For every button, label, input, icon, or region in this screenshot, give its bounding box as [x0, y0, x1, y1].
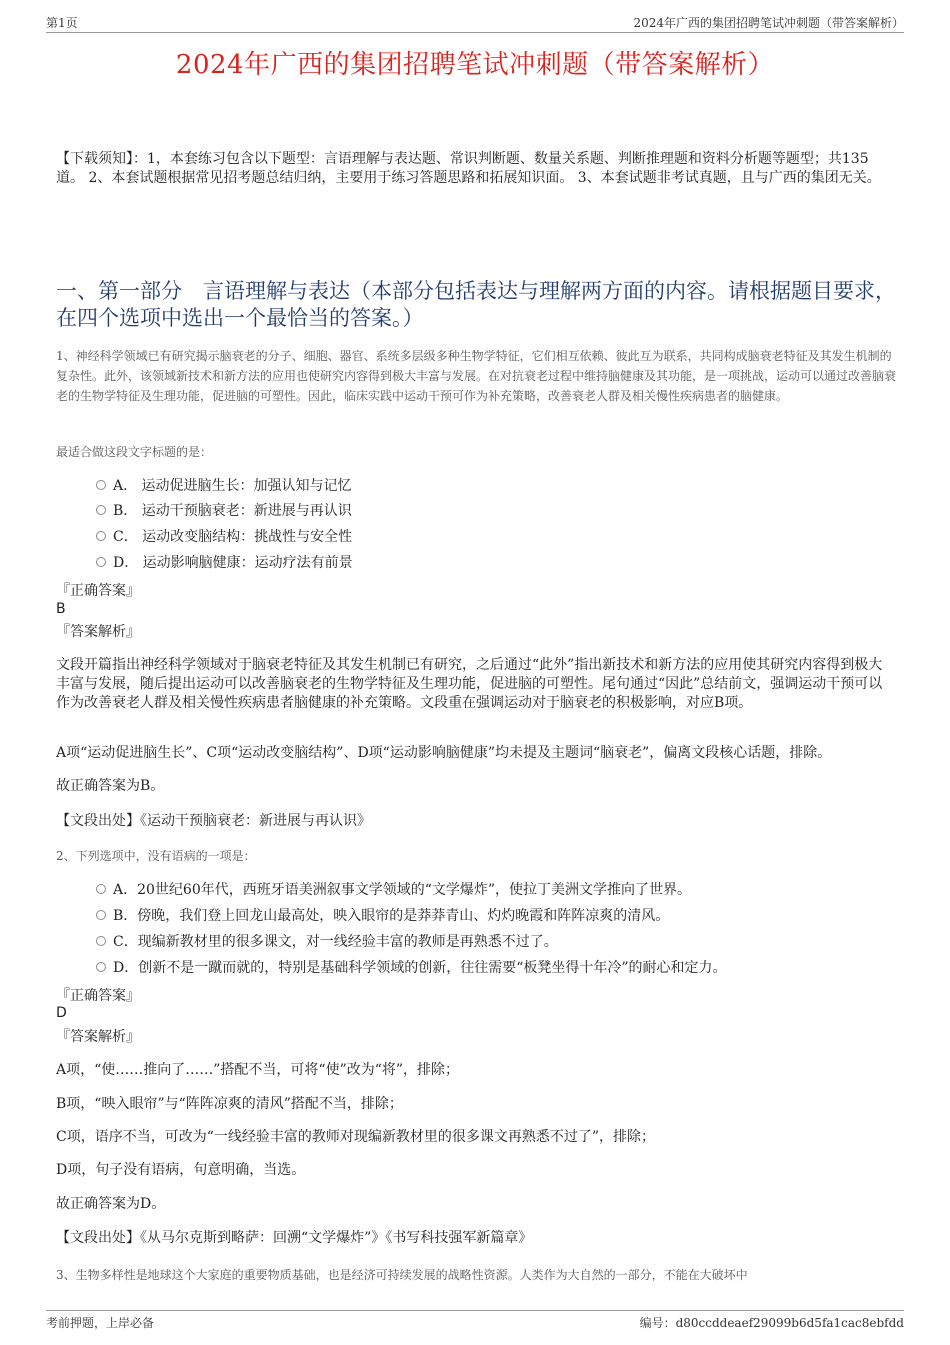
- q1-option-a[interactable]: A． 运动促进脑生长：加强认知与记忆: [96, 475, 352, 497]
- footer-divider: [46, 1310, 904, 1311]
- q2-answer: D: [56, 1005, 67, 1021]
- q2-correct-label: 『正确答案』: [56, 988, 140, 1004]
- page-number: 第1页: [46, 16, 78, 30]
- q2-analysis-b: B项，“映入眼帘”与“阵阵凉爽的清风”搭配不当，排除；: [56, 1096, 403, 1112]
- q2-analysis-c: C项，语序不当，可改为“一线经验丰富的教师对现编新教材里的很多课文再熟悉不过了”，排除；: [56, 1129, 656, 1145]
- q1-analysis-2: A项“运动促进脑生长”、C项“运动改变脑结构”、D项“运动影响脑健康”均未提及主题词“脑衰老”，偏离文段核心话题，排除。: [56, 745, 832, 761]
- q1-option-d[interactable]: D． 运动影响脑健康：运动疗法有前景: [96, 552, 353, 574]
- q1-analysis-label: 『答案解析』: [56, 624, 140, 640]
- page-title: 2024年广西的集团招聘笔试冲刺题（带答案解析）: [175, 50, 775, 80]
- q2-source: 【文段出处】《从马尔克斯到略萨：回溯“文学爆炸”》《书写科技强军新篇章》: [56, 1230, 533, 1246]
- q2-option-d[interactable]: D．创新不是一蹴而就的，特别是基础科学领域的创新，往往需要“板凳坐得十年冷”的耐心和定力。: [96, 957, 727, 979]
- q2-analysis-a: A项，“使……推向了……”搭配不当，可将“使”改为“将”，排除；: [56, 1062, 460, 1078]
- q2-option-b[interactable]: B．傍晚，我们登上回龙山最高处，映入眼帘的是莽莽青山、灼灼晚霞和阵阵凉爽的清风。: [96, 905, 669, 927]
- radio-icon[interactable]: [96, 884, 106, 894]
- radio-icon[interactable]: [96, 505, 106, 515]
- q1-conclusion: 故正确答案为B。: [56, 778, 165, 794]
- q1-ask: 最适合做这段文字标题的是：: [56, 445, 213, 459]
- page-header: [46, 14, 904, 33]
- radio-icon[interactable]: [96, 910, 106, 920]
- q1-answer: B: [56, 601, 66, 617]
- header-doc-title: 2024年广西的集团招聘笔试冲刺题（带答案解析）: [633, 16, 904, 30]
- radio-icon[interactable]: [96, 936, 106, 946]
- q2-option-a[interactable]: A．20世纪60年代，西班牙语美洲叙事文学领域的“文学爆炸”，使拉丁美洲文学推向了世界。: [96, 879, 691, 901]
- q2-ask: 2、下列选项中，没有语病的一项是：: [56, 849, 256, 863]
- download-notice: 【下载须知】：1，本套练习包含以下题型：言语理解与表达题、常识判断题、数量关系题、判断推理题和资料分析题等题型；共135道。 2、本套试题根据常见招考题总结归纳，主要用于练习答题思路和拓展知识面。 3、本套试题非考试真题，且与广西的集团无关。: [56, 151, 881, 186]
- q2-option-c[interactable]: C．现编新教材里的很多课文，对一线经验丰富的教师是再熟悉不过了。: [96, 931, 558, 953]
- q1-option-c[interactable]: C． 运动改变脑结构：挑战性与安全性: [96, 526, 352, 548]
- footer-slogan: 考前押题，上岸必备: [46, 1316, 155, 1330]
- q1-option-b[interactable]: B． 运动干预脑衰老：新进展与再认识: [96, 500, 352, 522]
- footer-doc-id: 编号：d80ccddeaef29099b6d5fa1cac8ebfdd: [639, 1316, 904, 1330]
- q3-stem: 3、生物多样性是地球这个大家庭的重要物质基础，也是经济可持续发展的战略性资源。人类作为大自然的一部分，不能在大破坏中: [56, 1268, 748, 1282]
- radio-icon[interactable]: [96, 557, 106, 567]
- q1-analysis-1: 文段开篇指出神经科学领域对于脑衰老特征及其发生机制已有研究，之后通过“此外”指出新技术和新方法的应用使其研究内容得到极大丰富与发展，随后提出运动可以改善脑衰老的生物学特征及生理功能，促进脑的可塑性。尾句通过“因此”总结前文，强调运动干预可以作为改善衰老人群及相关慢性疾病患者脑健康的补充策略。文段重在强调运动对于脑衰老的积极影响，对应B项。: [56, 657, 883, 711]
- q2-analysis-label: 『答案解析』: [56, 1029, 140, 1045]
- radio-icon[interactable]: [96, 480, 106, 490]
- radio-icon[interactable]: [96, 962, 106, 972]
- radio-icon[interactable]: [96, 531, 106, 541]
- q1-correct-label: 『正确答案』: [56, 583, 140, 599]
- q2-conclusion: 故正确答案为D。: [56, 1196, 166, 1212]
- q1-source: 【文段出处】《运动干预脑衰老：新进展与再认识》: [56, 813, 371, 829]
- q2-analysis-d: D项，句子没有语病，句意明确，当选。: [56, 1162, 306, 1178]
- q1-stem: 1、神经科学领域已有研究揭示脑衰老的分子、细胞、器官、系统多层级多种生物学特征，它们相互依赖、彼此互为联系，共同构成脑衰老特征及其发生机制的复杂性。此外，该领域新技术和新方法的应用也使研究内容得到极大丰富与发展。在对抗衰老过程中维持脑健康及其功能，是一项挑战，运动可以通过改善脑衰老的生物学特征及生理功能，促进脑的可塑性。因此，临床实践中运动干预可作为补充策略，改善衰老人群及相关慢性疾病患者的脑健康。: [56, 349, 897, 403]
- section-heading: 一、第一部分 言语理解与表达（本部分包括表达与理解两方面的内容。请根据题目要求，在四个选项中选出一个最恰当的答案。）: [56, 279, 896, 330]
